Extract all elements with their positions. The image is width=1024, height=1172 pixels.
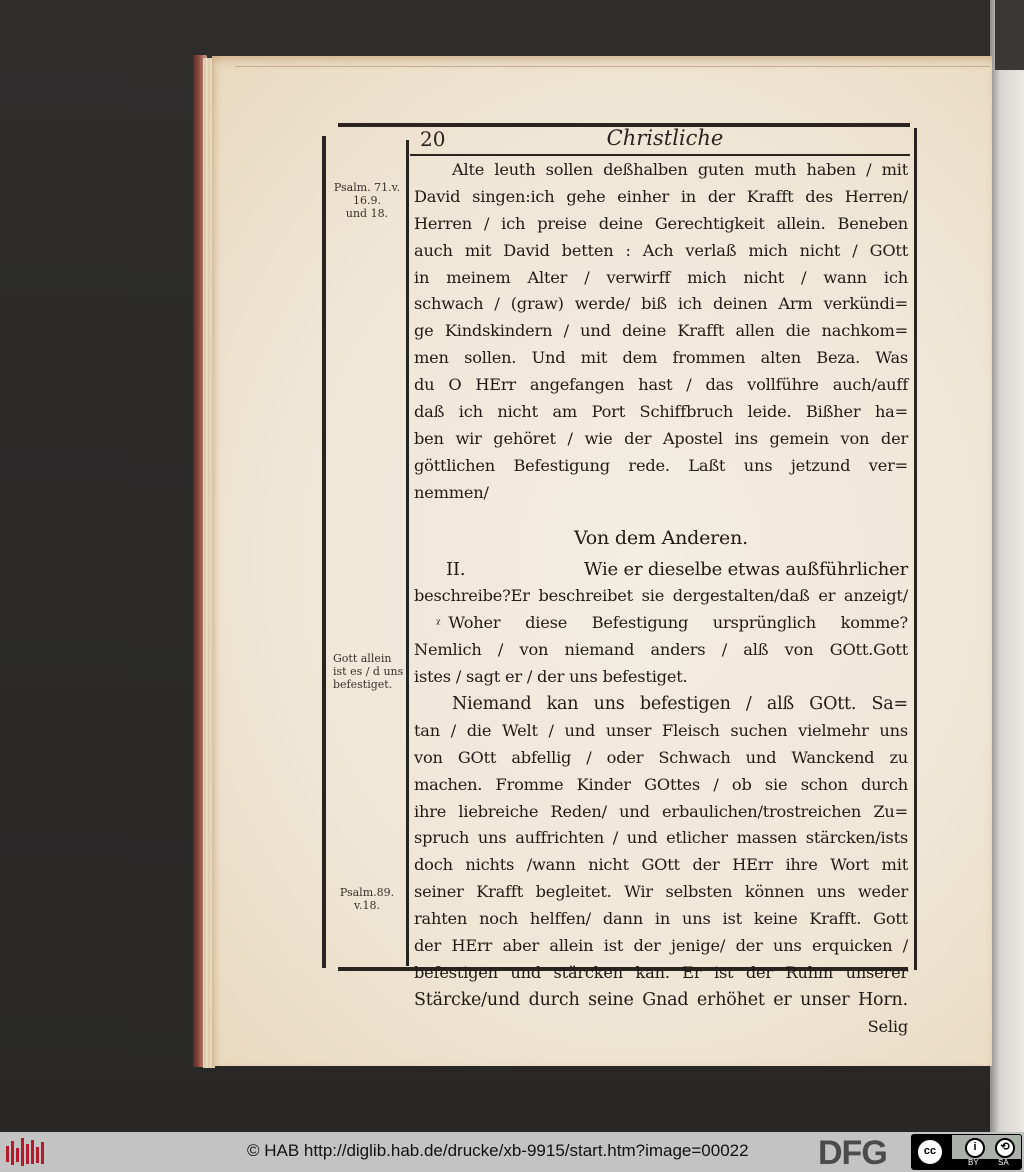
attribution-icon: i xyxy=(965,1138,985,1158)
margin-note-line: Gott allein xyxy=(333,652,392,665)
share-alike-icon: ⟲ xyxy=(995,1138,1015,1158)
frame-rule-margin-divider xyxy=(406,140,409,966)
page-fold-line xyxy=(235,66,990,67)
cc-label-strip xyxy=(952,1159,1021,1169)
margin-note-line: ist es / d uns xyxy=(333,665,404,678)
text-line: ihre liebreiche Reden/ und erbaulichen/trostreichen Zu= xyxy=(414,801,908,821)
text-line: ben wir gehöret / wie der Apostel ins gemein von der xyxy=(414,428,908,448)
text-line: nemmen/ xyxy=(414,482,489,502)
margin-note-line: befestiget. xyxy=(333,678,393,691)
running-head xyxy=(420,125,910,153)
text-line: Alte leuth sollen deßhalben guten muth haben / mit xyxy=(452,160,908,179)
text-line: Herren / ich preise deine Gerechtigkeit allein. Beneben xyxy=(414,213,908,233)
text-line: men sollen. Und mit dem frommen alten Beza. Was xyxy=(414,348,908,368)
frame-rule-left xyxy=(322,136,326,968)
page-number: 20 xyxy=(420,127,446,151)
dfg-logo[interactable]: DFG xyxy=(818,1134,887,1172)
text-line: spruch uns auffrichten / und etlicher massen stärcken/ists xyxy=(414,828,908,848)
text-line: göttlichen Befestigung rede. Laßt uns jetzund ver= xyxy=(414,455,908,475)
margin-note-gott-allein xyxy=(333,652,407,691)
text-line: der HErr aber allein ist der jenige/ der uns erquicken / xyxy=(414,936,908,956)
text-line: daß ich nicht am Port Schiffbruch leide. Bißher ha= xyxy=(414,402,908,422)
note-marker-symbol: ᵡ xyxy=(436,616,441,631)
text-line: auch mit David betten : Ach verlaß mich nicht / GOtt xyxy=(414,240,908,260)
running-title: Christliche xyxy=(606,126,724,150)
text-line: doch nichts /wann nicht GOtt der HErr ihre Wort mit xyxy=(414,855,908,875)
text-line: David singen:ich gehe einher in der Krafft des Herren/ xyxy=(414,186,908,206)
text-line: du O HErr angefangen hast / das vollführe auch/auff xyxy=(414,375,908,395)
text-line: seiner Krafft begleitet. Wir selbsten können uns weder xyxy=(414,882,908,902)
backdrop-corner xyxy=(995,0,1024,70)
text-line: ge Kindskindern / und deine Krafft allen die nachkom= xyxy=(414,321,908,341)
text-line: von GOtt abfellig / oder Schwach und Wanckend zu xyxy=(414,747,908,767)
text-line: istes / sagt er / der uns befestiget. xyxy=(414,667,688,687)
creative-commons-icon: cc xyxy=(916,1138,944,1166)
hab-logo-icon[interactable] xyxy=(4,1136,48,1168)
text-line: schwach / (graw) werde/ biß ich deinen Arm verkündi= xyxy=(414,294,908,314)
margin-note-psalm-89 xyxy=(330,886,404,912)
frame-rule-right xyxy=(914,128,917,970)
margin-note-line: v.18. xyxy=(354,899,380,912)
text-line: Nemlich / von niemand anders / alß von GOtt.Gott xyxy=(414,640,908,660)
margin-note-line: Psalm. 71.v. xyxy=(333,181,401,194)
header-rule xyxy=(410,154,910,156)
margin-note-line: 16.9. xyxy=(353,194,381,207)
text-line: tan / die Welt / und unser Fleisch suchen vielmehr uns xyxy=(414,720,908,740)
text-line: beschreibe?Er beschreibet sie dergestalten/daß er anzeigt/ xyxy=(414,586,908,606)
text-line: Niemand kan uns befestigen / alß GOtt. Sa= xyxy=(452,694,908,715)
catchword: Selig xyxy=(867,1016,908,1036)
by-label: BY xyxy=(968,1158,979,1167)
copyright-link[interactable]: © HAB http://diglib.hab.de/drucke/xb-9915/start.htm?image=00022 xyxy=(247,1141,749,1160)
text-line: befestigen und stärcken kan. Er ist der Ruhm unserer xyxy=(414,962,908,982)
margin-note-line: Psalm.89. xyxy=(339,886,395,899)
section-number: II. xyxy=(446,558,466,580)
text-line: in meinem Alter / verwirff mich nicht / wann ich xyxy=(414,267,908,287)
margin-note-line: und 18. xyxy=(345,207,389,220)
text-line: machen. Fromme Kinder GOttes / ob sie schon durch xyxy=(414,774,908,794)
section-first-line xyxy=(414,557,908,584)
text-line: Woher diese Befestigung ursprünglich komme? xyxy=(448,613,908,633)
cc-by-sa-license-badge[interactable] xyxy=(911,1134,1022,1170)
body-text xyxy=(414,157,908,1041)
viewer-footer xyxy=(0,1132,1024,1172)
sa-label: SA xyxy=(998,1158,1009,1167)
section-question: Wie er dieselbe etwas außführlicher xyxy=(584,558,908,580)
adjacent-page-edge xyxy=(990,0,1024,1132)
marked-line xyxy=(414,610,908,637)
text-line: Stärcke/und durch seine Gnad erhöhet er unser Horn. xyxy=(414,989,908,1010)
margin-note-psalm-71 xyxy=(330,181,404,220)
section-heading: Von dem Anderen. xyxy=(574,526,748,549)
text-line: rahten noch helffen/ dann in uns ist keine Krafft. Gott xyxy=(414,909,908,929)
